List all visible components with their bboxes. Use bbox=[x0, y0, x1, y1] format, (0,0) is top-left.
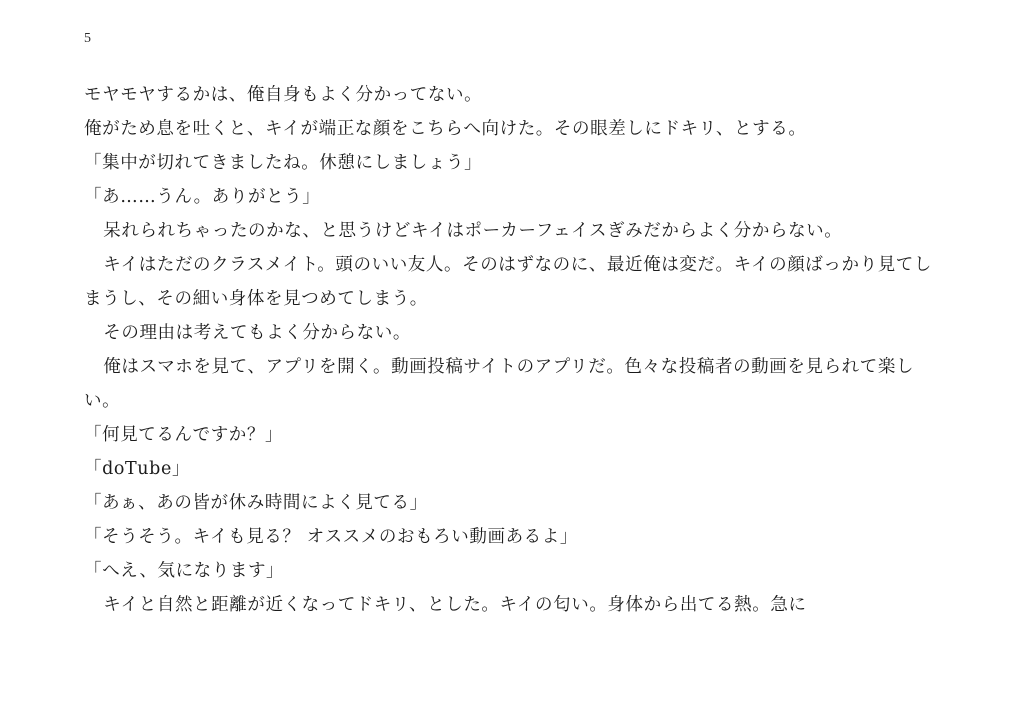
text-line: その理由は考えてもよく分からない。 bbox=[103, 323, 411, 343]
text-line: 「何見てるんですか？」 bbox=[84, 425, 284, 445]
text-line: キイと自然と距離が近くなってドキリ、とした。キイの匂い。身体から出てる熱。急に bbox=[103, 595, 807, 615]
text-line: 「doTube」 bbox=[84, 459, 191, 479]
text-line: 「そうそう。キイも見る？ オススメのおもろい動画あるよ」 bbox=[84, 527, 578, 547]
text-line: 俺はスマホを見て、アプリを開く。動画投稿サイトのアプリだ。色々な投稿者の動画を見られて楽しい。 bbox=[84, 357, 915, 411]
text-line: 「あ……うん。ありがとう」 bbox=[84, 187, 321, 207]
body-text bbox=[84, 78, 944, 622]
text-line: モヤモヤするかは、俺自身もよく分かってない。 bbox=[84, 85, 483, 105]
text-line: 「へえ、気になります」 bbox=[84, 561, 285, 581]
text-line: 「あぁ、あの皆が休み時間によく見てる」 bbox=[84, 493, 428, 513]
text-line: 呆れられちゃったのかな、と思うけどキイはポーカーフェイスぎみだからよく分からない。 bbox=[103, 221, 843, 241]
text-line: キイはただのクラスメイト。頭のいい友人。そのはずなのに、最近俺は変だ。キイの顔ばっかり見てしまうし、その細い身体を見つめてしまう。 bbox=[84, 255, 932, 309]
page-number: 5 bbox=[84, 31, 91, 46]
text-line: 俺がため息を吐くと、キイが端正な顔をこちらへ向けた。その眼差しにドキリ、とする。 bbox=[84, 119, 807, 139]
text-line: 「集中が切れてきましたね。休憩にしましょう」 bbox=[84, 153, 483, 173]
